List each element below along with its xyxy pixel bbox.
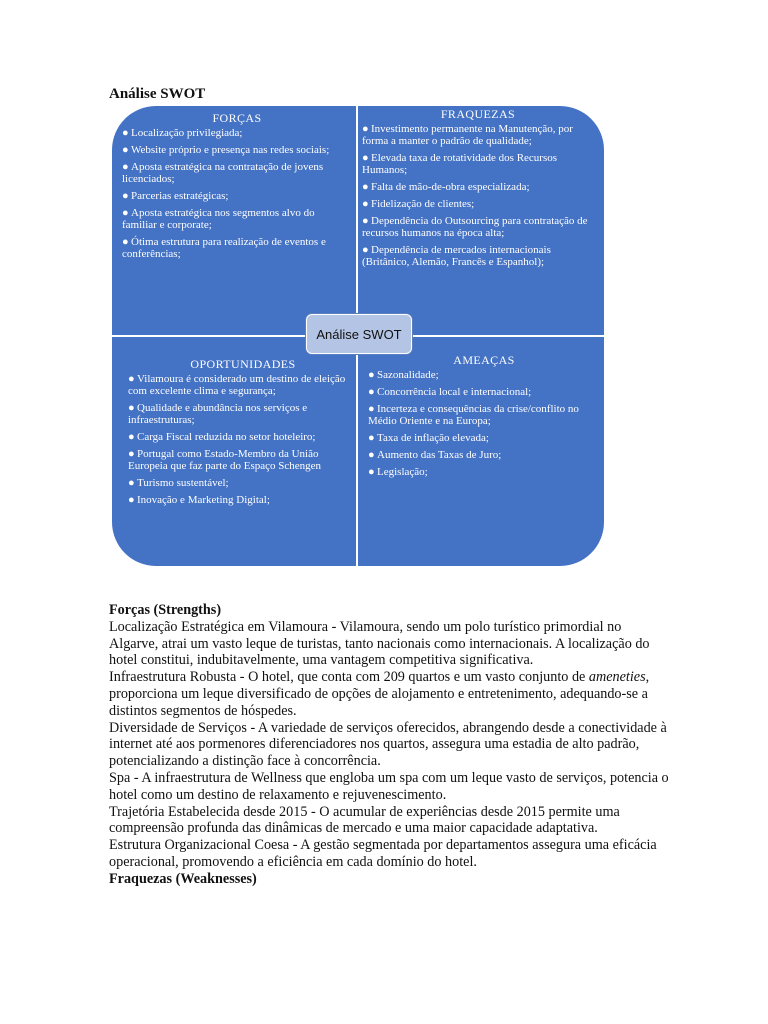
paragraph-infraestrutura <box>109 669 669 719</box>
list-item <box>122 161 352 185</box>
list-item-text: Taxa de inflação elevada; <box>377 432 489 444</box>
list-item <box>368 386 600 398</box>
list-item <box>362 198 594 210</box>
paragraph-spa: Spa - A infraestrutura de Wellness que engloba um spa com um leque vasto de serviços, potencia o hotel como um destino de relaxamento e rejuvenescimento. <box>109 769 669 803</box>
list-item-text: Vilamoura é considerado um destino de eleição com excelente clima e segurança; <box>128 373 346 397</box>
list-item <box>128 373 358 397</box>
page-heading: Análise SWOT <box>109 86 206 102</box>
list-item <box>362 215 594 239</box>
bullet-icon: ● <box>368 466 375 478</box>
quadrant-fraquezas <box>362 108 594 273</box>
bullet-list <box>368 369 600 478</box>
list-item <box>362 123 594 147</box>
list-item-text: Aumento das Taxas de Juro; <box>377 449 502 461</box>
list-item-text: Aposta estratégica nos segmentos alvo do familiar e corporate; <box>122 207 315 231</box>
bullet-list <box>122 127 352 260</box>
list-item-text: Elevada taxa de rotatividade dos Recursos Humanos; <box>362 152 558 176</box>
list-item-text: Concorrência local e internacional; <box>377 386 532 398</box>
bullet-icon: ● <box>122 161 129 173</box>
list-item-text: Ótima estrutura para realização de eventos e conferências; <box>122 236 326 260</box>
bullet-icon: ● <box>368 449 375 461</box>
body-text <box>109 602 669 888</box>
bullet-list <box>362 123 594 268</box>
list-item-text: Dependência do Outsourcing para contratação de recursos humanos na época alta; <box>362 215 588 239</box>
list-item <box>128 494 358 506</box>
bullet-icon: ● <box>368 369 375 381</box>
bullet-icon: ● <box>122 144 129 156</box>
quadrant-ameacas <box>368 354 600 483</box>
bullet-icon: ● <box>362 244 369 256</box>
list-item-text: Fidelização de clientes; <box>371 198 475 210</box>
paragraph-estrutura: Estrutura Organizacional Coesa - A gestão segmentada por departamentos assegura uma eficácia operacional, promovendo a eficiência em cada domínio do hotel. <box>109 837 657 870</box>
quadrant-title: FRAQUEZAS <box>440 107 516 121</box>
list-item-text: Sazonalidade; <box>377 369 439 381</box>
list-item-text: Incerteza e consequências da crise/conflito no Médio Oriente e na Europa; <box>368 403 579 427</box>
bullet-icon: ● <box>122 190 129 202</box>
bullet-icon: ● <box>128 431 135 443</box>
list-item-text: Portugal como Estado-Membro da União Europeia que faz parte do Espaço Schengen <box>128 448 322 472</box>
list-item-text: Falta de mão-de-obra especializada; <box>371 181 530 193</box>
list-item-text: Website próprio e presença nas redes sociais; <box>131 144 330 156</box>
bullet-icon: ● <box>362 152 369 164</box>
bullet-icon: ● <box>128 448 135 460</box>
list-item-text: Carga Fiscal reduzida no setor hoteleiro; <box>137 431 316 443</box>
paragraph-localizacao: Localização Estratégica em Vilamoura - Vilamoura, sendo um polo turístico primordial no Algarve, atrai um vasto leque de turistas, tanto nacionais como internacionais. A localização do hotel constitui, indubitavelmente, uma vantagem competitiva significativa. <box>109 618 650 669</box>
list-item-text: Parcerias estratégicas; <box>131 190 229 202</box>
list-item <box>362 152 594 176</box>
quadrant-oportunidades <box>128 358 358 511</box>
center-label-box: Análise SWOT <box>306 314 412 354</box>
bullet-icon: ● <box>122 236 129 248</box>
bullet-icon: ● <box>122 127 129 139</box>
bullet-icon: ● <box>362 181 369 193</box>
list-item-text: Turismo sustentável; <box>137 477 229 489</box>
bullet-icon: ● <box>368 386 375 398</box>
list-item-text: Qualidade e abundância nos serviços e infraestruturas; <box>128 402 308 426</box>
bullet-icon: ● <box>362 198 369 210</box>
paragraph-diversidade: Diversidade de Serviços - A variedade de serviços oferecidos, abrangendo desde a conectividade à internet até aos pormenores diferenciadores nos quartos, assegura uma estadia de alto padrão, potencializando a distinção face à concorrência. <box>109 719 667 770</box>
list-item <box>368 432 600 444</box>
list-item <box>128 431 358 443</box>
list-item-text: Investimento permanente na Manutenção, por forma a manter o padrão de qualidade; <box>362 123 573 147</box>
paragraph-text: , proporciona um leque diversificado de opções de alojamento e entretenimento, adequando-se a distintos segmentos de hóspedes. <box>109 669 650 719</box>
list-item <box>128 448 358 472</box>
list-item <box>122 127 352 139</box>
list-item <box>368 369 600 381</box>
italic-term: ameneties <box>588 669 646 686</box>
list-item <box>122 190 352 202</box>
quadrant-forcas <box>122 112 352 265</box>
quadrant-title: OPORTUNIDADES <box>190 357 296 371</box>
list-item <box>122 236 352 260</box>
section-heading-fraquezas: Fraquezas (Weaknesses) <box>109 870 257 887</box>
list-item-text: Aposta estratégica na contratação de jovens licenciados; <box>122 161 324 185</box>
quadrant-title: AMEAÇAS <box>453 353 515 367</box>
list-item-text: Legislação; <box>377 466 428 478</box>
list-item <box>122 207 352 231</box>
list-item <box>122 144 352 156</box>
bullet-icon: ● <box>362 215 369 227</box>
paragraph-text: Infraestrutura Robusta - O hotel, que conta com 209 quartos e um vasto conjunto de <box>109 669 589 686</box>
list-item-text: Inovação e Marketing Digital; <box>137 494 270 506</box>
section-heading-forcas: Forças (Strengths) <box>109 602 222 618</box>
paragraph-trajetoria: Trajetória Estabelecida desde 2015 - O acumular de experiências desde 2015 permite uma compreensão profunda das dinâmicas de mercado e uma maior capacidade adaptativa. <box>109 803 620 837</box>
list-item <box>362 181 594 193</box>
list-item <box>368 449 600 461</box>
list-item <box>128 477 358 489</box>
bullet-icon: ● <box>128 494 135 506</box>
list-item <box>128 402 358 426</box>
list-item <box>368 466 600 478</box>
bullet-icon: ● <box>122 207 129 219</box>
bullet-icon: ● <box>368 432 375 444</box>
bullet-icon: ● <box>362 123 369 135</box>
bullet-icon: ● <box>128 477 135 489</box>
list-item <box>368 403 600 427</box>
bullet-icon: ● <box>128 402 135 414</box>
bullet-icon: ● <box>128 373 135 385</box>
list-item-text: Localização privilegiada; <box>131 127 243 139</box>
list-item <box>362 244 594 268</box>
bullet-list <box>128 373 358 506</box>
bullet-icon: ● <box>368 403 375 415</box>
quadrant-title: FORÇAS <box>212 111 262 125</box>
list-item-text: Dependência de mercados internacionais (Britânico, Alemão, Francês e Espanhol); <box>362 244 551 268</box>
